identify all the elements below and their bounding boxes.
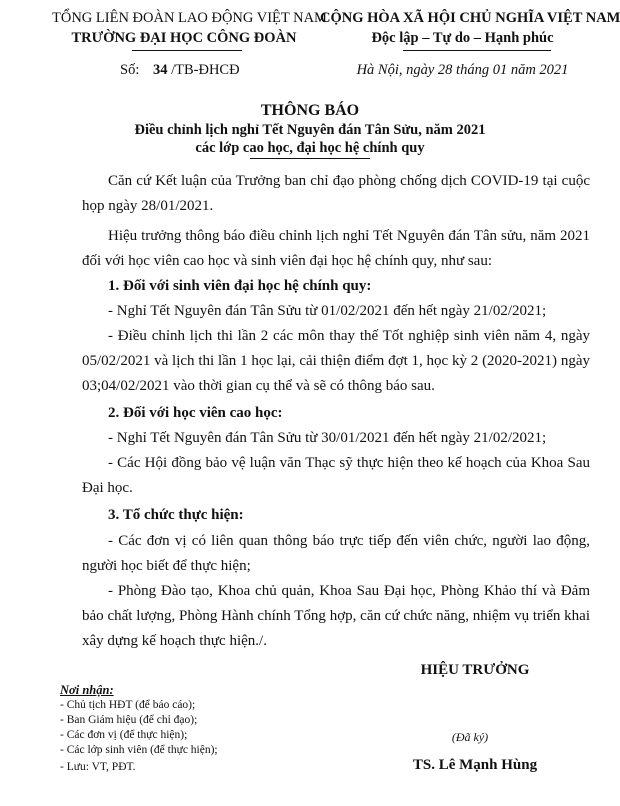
section-3-item-1-line-1: - Các đơn vị có liên quan thông báo trực tiếp đến viên chức, người lao động, (108, 533, 590, 549)
subject-line-2: các lớp cao học, đại học hệ chính quy (195, 140, 425, 156)
doc-number-value: 34 (152, 62, 168, 78)
recipient-item: - Chủ tịch HĐT (để báo cáo); (60, 699, 196, 711)
document-type: THÔNG BÁO (260, 102, 360, 119)
signed-note: (Đã ký) (451, 730, 489, 744)
motto-underline (403, 50, 551, 51)
org-name: TRƯỜNG ĐẠI HỌC CÔNG ĐOÀN (71, 30, 297, 46)
section-3-item-1-line-2: người học biết để thực hiện; (82, 558, 251, 574)
basis-line-1: Căn cứ Kết luận của Trưởng ban chỉ đạo phòng chống dịch COVID-19 tại cuộc (108, 173, 590, 189)
signature-title: HIỆU TRƯỞNG (420, 662, 530, 678)
section-2-item-2-line-1: - Các Hội đồng bảo vệ luận văn Thạc sỹ thực hiện theo kế hoạch của Khoa Sau (108, 455, 590, 471)
recipient-item: - Các đơn vị (để thực hiện); (60, 729, 188, 741)
recipient-item: - Lưu: VT, PĐT. (60, 761, 136, 773)
recipients-heading: Nơi nhận: (60, 683, 114, 697)
section-3-heading: 3. Tổ chức thực hiện: (108, 507, 244, 523)
section-3-item-2-line-2: bảo chất lượng, Phòng Hành chính Tổng hợp, căn cứ chức năng, nhiệm vụ triển khai (82, 608, 590, 624)
subject-line-1: Điều chỉnh lịch nghỉ Tết Nguyên đán Tân Sửu, năm 2021 (134, 122, 486, 138)
section-3-item-2-line-1: - Phòng Đào tạo, Khoa chủ quản, Khoa Sau Đại học, Phòng Khảo thí và Đảm (108, 583, 590, 599)
country-name: CỘNG HÒA XÃ HỘI CHỦ NGHĨA VIỆT NAM (320, 10, 620, 26)
section-1-item-2-line-2: 05/02/2021 và lịch thi lần 1 học lại, cải thiện điểm đợt 1, học kỳ 2 (2020-2021) ngày (82, 353, 590, 369)
section-2-item-2-line-2: Đại học. (82, 480, 133, 496)
intro-line-2: đối với học viên cao học và sinh viên đại học hệ chính quy, như sau: (82, 253, 492, 269)
section-1-item-1: - Nghỉ Tết Nguyên đán Tân Sửu từ 01/02/2021 đến hết ngày 21/02/2021; (108, 303, 547, 319)
title-underline (250, 158, 370, 159)
signer-name: TS. Lê Mạnh Hùng (412, 757, 538, 773)
doc-number-label: Số: (120, 62, 140, 78)
place-date: Hà Nội, ngày 28 tháng 01 năm 2021 (356, 62, 569, 78)
basis-line-2: họp ngày 28/01/2021. (82, 198, 214, 214)
org-underline (132, 50, 242, 51)
section-2-item-1: - Nghỉ Tết Nguyên đán Tân Sửu từ 30/01/2021 đến hết ngày 21/02/2021; (108, 430, 547, 446)
section-3-item-2-line-3: xây dựng kế hoạch thực hiện./. (82, 633, 267, 649)
motto: Độc lập – Tự do – Hạnh phúc (371, 30, 554, 46)
section-1-item-2-line-1: - Điều chỉnh lịch thi lần 2 các môn thay thế Tốt nghiệp sinh viên năm 4, ngày (108, 328, 590, 344)
recipient-item: - Các lớp sinh viên (để thực hiện); (60, 744, 218, 756)
org-parent: TỔNG LIÊN ĐOÀN LAO ĐỘNG VIỆT NAM (52, 10, 327, 26)
section-1-item-2-line-3: 03;04/02/2021 vào thời gian cụ thể và sẽ có thông báo sau. (82, 378, 435, 394)
doc-number (120, 62, 240, 79)
section-2-heading: 2. Đối với học viên cao học: (108, 405, 283, 421)
section-1-heading: 1. Đối với sinh viên đại học hệ chính quy: (108, 278, 372, 294)
recipient-item: - Ban Giám hiệu (để chỉ đạo); (60, 714, 198, 726)
intro-line-1: Hiệu trưởng thông báo điều chỉnh lịch nghỉ Tết Nguyên đán Tân sửu, năm 2021 (108, 228, 590, 244)
doc-code: /TB-ĐHCĐ (171, 62, 240, 78)
